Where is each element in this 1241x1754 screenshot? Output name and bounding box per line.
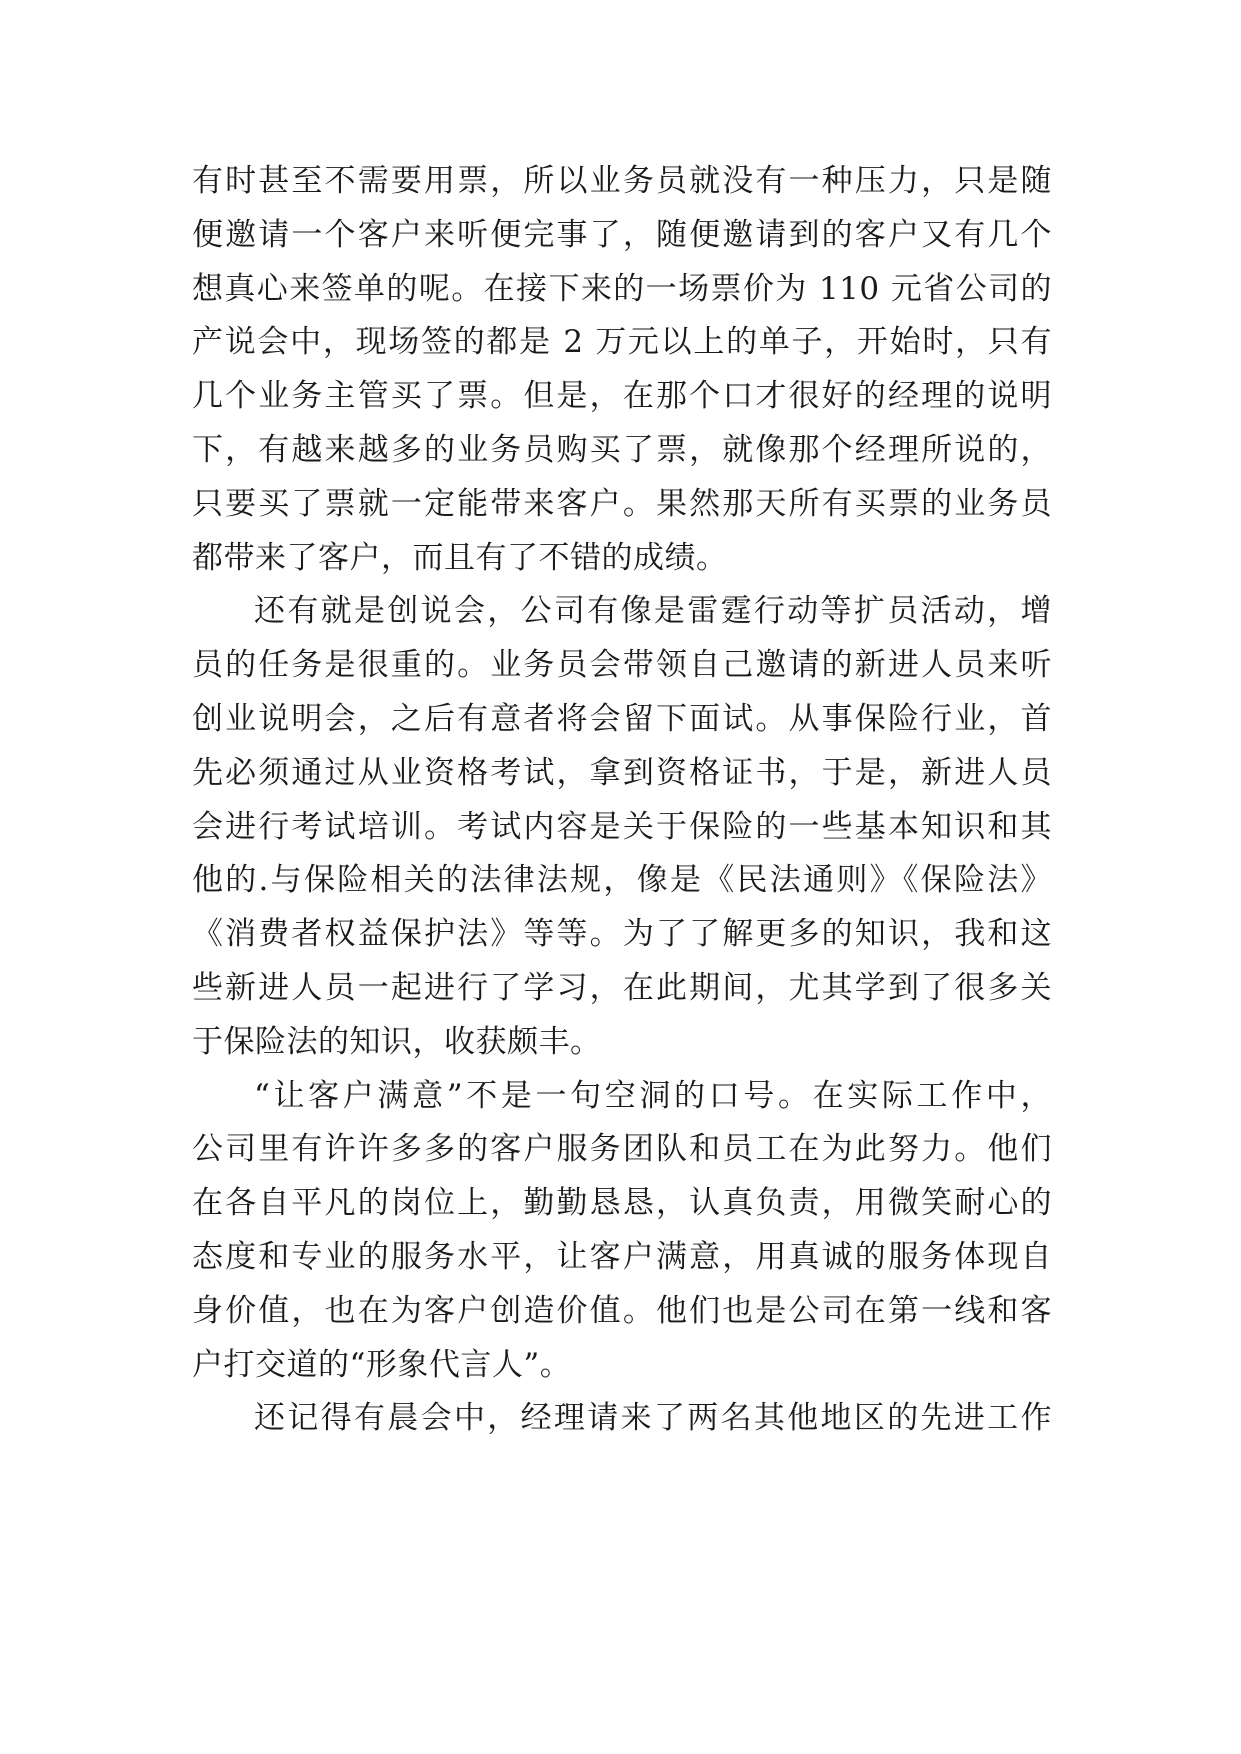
paragraph bbox=[192, 155, 1052, 585]
text-line: 有时甚至不需要用票，所以业务员就没有一种压力，只是随 bbox=[192, 163, 1052, 199]
text-line: 态度和专业的服务水平，让客户满意，用真诚的服务体现自 bbox=[192, 1238, 1052, 1275]
paragraph bbox=[192, 1392, 1052, 1446]
paragraph bbox=[192, 585, 1052, 1069]
text-line: 于保险法的知识，收获颇丰。 bbox=[192, 1023, 602, 1060]
text-line: 下，有越来越多的业务员购买了票，就像那个经理所说的， bbox=[192, 431, 1052, 468]
text-line: 会进行考试培训。考试内容是关于保险的一些基本知识和其 bbox=[192, 808, 1052, 845]
text-line: 便邀请一个客户来听便完事了，随便邀请到的客户又有几个 bbox=[192, 216, 1052, 253]
text-line: 几个业务主管买了票。但是，在那个口才很好的经理的说明 bbox=[192, 378, 1052, 415]
paragraph bbox=[192, 1070, 1052, 1393]
text-line: 先必须通过从业资格考试，拿到资格证书，于是，新进人员 bbox=[192, 754, 1052, 791]
body-text bbox=[192, 155, 1052, 1446]
text-line: 在各自平凡的岗位上，勤勤恳恳，认真负责，用微笑耐心的 bbox=[192, 1185, 1052, 1222]
text-line: 员的任务是很重的。业务员会带领自己邀请的新进人员来听 bbox=[192, 647, 1052, 684]
text-line: 想真心来签单的呢。在接下来的一场票价为 110 元省公司的 bbox=[192, 270, 1052, 307]
text-line: 只要买了票就一定能带来客户。果然那天所有买票的业务员 bbox=[192, 485, 1052, 522]
text-line: 些新进人员一起进行了学习，在此期间，尤其学到了很多关 bbox=[192, 969, 1052, 1006]
text-line: 还记得有晨会中，经理请来了两名其他地区的先进工作 bbox=[254, 1400, 1052, 1437]
text-line: “让客户满意”不是一句空洞的口号。在实际工作中， bbox=[254, 1077, 1052, 1114]
text-line: 创业说明会，之后有意者将会留下面试。从事保险行业，首 bbox=[192, 700, 1052, 737]
text-line: 公司里有许许多多的客户服务团队和员工在为此努力。他们 bbox=[192, 1131, 1052, 1168]
text-line: 产说会中，现场签的都是 2 万元以上的单子，开始时，只有 bbox=[192, 324, 1052, 361]
text-line: 都带来了客户，而且有了不错的成绩。 bbox=[192, 539, 728, 576]
text-line: 《消费者权益保护法》等等。为了了解更多的知识，我和这 bbox=[192, 916, 1052, 953]
text-line: 身价值，也在为客户创造价值。他们也是公司在第一线和客 bbox=[192, 1292, 1052, 1329]
text-line: 户打交道的“形象代言人”。 bbox=[192, 1346, 572, 1383]
text-line: 还有就是创说会，公司有像是雷霆行动等扩员活动，增 bbox=[254, 593, 1052, 630]
text-line: 他的.与保险相关的法律法规，像是《民法通则》《保险法》 bbox=[192, 862, 1052, 899]
